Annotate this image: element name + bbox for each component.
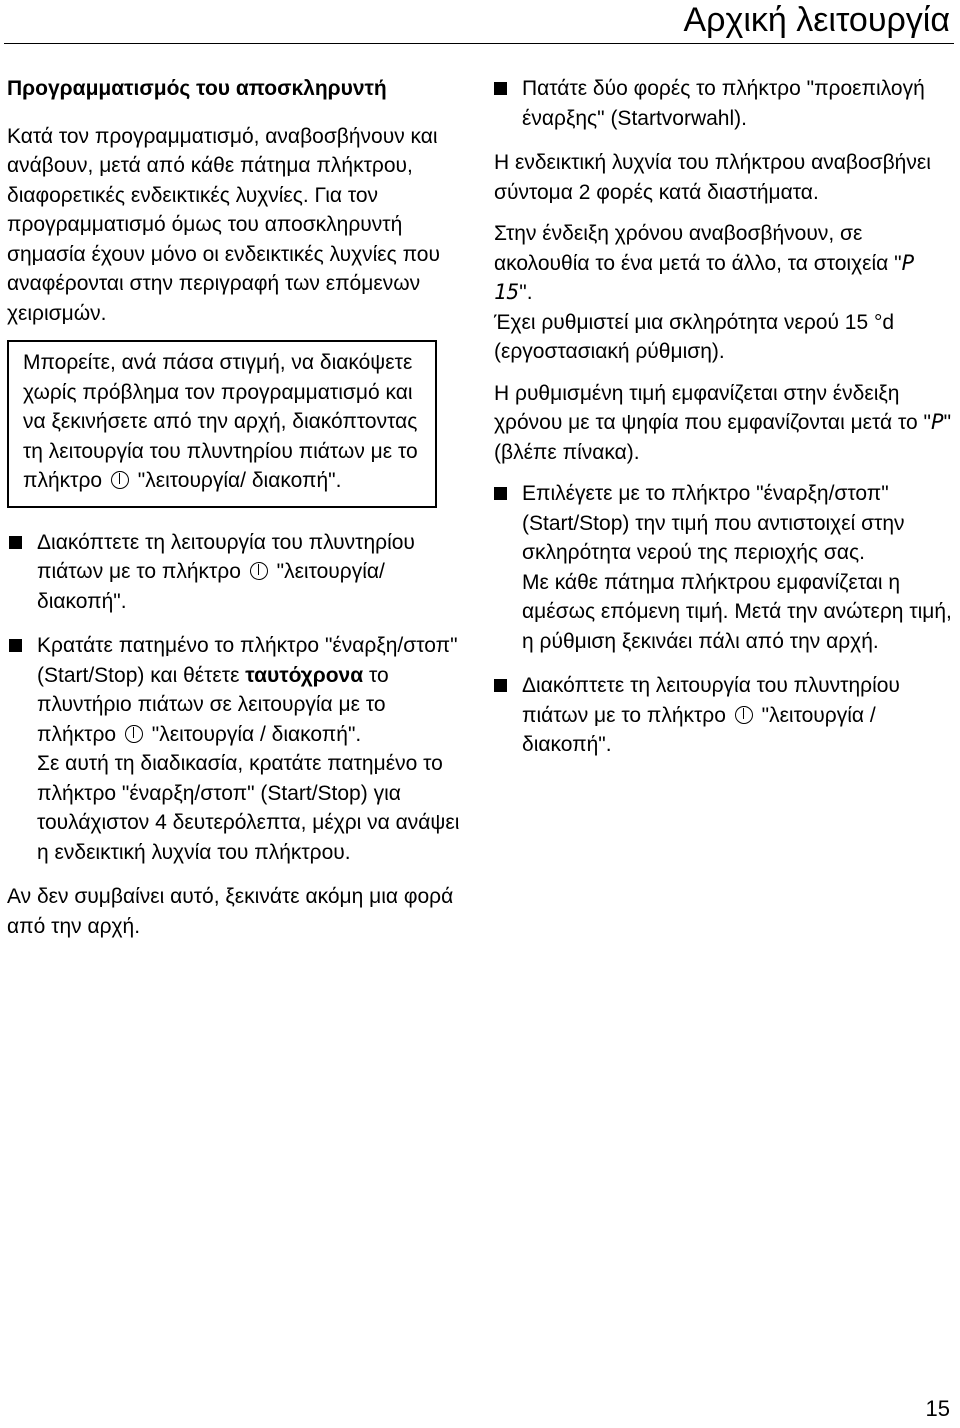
step-switch-off [7, 528, 462, 617]
display-text: Στην ένδειξη χρόνου αναβοσβήνουν, σε ακολουθία το ένα μετά το άλλο, τα στοιχεία " [494, 222, 902, 275]
notice-text: Μπορείτε, ανά πάσα στιγμή, να διακόψετε χωρίς πρόβλημα τον προγραμματισμό και να ξεκινήσετε από την αρχή, διακόπτοντας τη λειτουργία του πλυντηρίου πιάτων με το πλήκτρο [23, 351, 418, 492]
step-select-value [494, 479, 954, 656]
left-column [7, 74, 462, 941]
square-bullet-icon [494, 487, 507, 500]
step-switch-off-final [494, 671, 954, 760]
page-number: 15 [925, 1396, 950, 1421]
step-text: Επιλέγετε με το πλήκτρο "έναρξη/στοπ" (Start/Stop) την τιμή που αντιστοιχεί στην σκληρότητα νερού της περιοχής σας. [522, 482, 905, 564]
display-text-end: ". [519, 281, 533, 304]
step-text: Διακόπτετε τη λειτουργία του πλυντηρίου πιάτων με το πλήκτρο [522, 674, 900, 727]
square-bullet-icon [494, 679, 507, 692]
step-key-label: "λειτουργία / διακοπή". [522, 703, 876, 756]
step-text: Διακόπτετε τη λειτουργία του πλυντηρίου πιάτων με το πλήκτρο [37, 530, 415, 583]
display-paragraph [494, 219, 954, 367]
display-readout: P 15 [494, 250, 915, 304]
factory-setting-text: Έχει ρυθμιστεί μια σκληρότητα νερού 15 °d (εργοστασιακή ρύθμιση). [494, 310, 895, 363]
header-rule [4, 43, 954, 44]
intro-paragraph: Κατά τον προγραμματισμό, αναβοσβήνουν και ανάβουν, μετά από κάθε πάτημα πλήκτρου, διαφορετικές ενδεικτικές λυχνίες. Για τον προγραμματισμό όμως του αποσκληρυντή σημασία έχουν μόνο οι ενδεικτικές λυχνίες που αναφέρονται στην περιγραφή των επόμενων χειρισμών. [7, 124, 440, 325]
notice-box [7, 340, 437, 508]
power-key-icon [111, 471, 129, 489]
indicator-paragraph: Η ενδεικτική λυχνία του πλήκτρου αναβοσβήνει σύντομα 2 φορές κατά διαστήματα. [494, 151, 931, 204]
square-bullet-icon [494, 82, 507, 95]
display-p: P [930, 410, 944, 434]
square-bullet-icon [9, 536, 22, 549]
section-heading: Προγραμματισμός του αποσκληρυντή [7, 77, 387, 100]
step-text-cont: το πλυντήριο πιάτων σε λειτουργία με το πλήκτρο [37, 663, 389, 746]
step-text: Πατάτε δύο φορές το πλήκτρο "προεπιλογή έναρξης" (Startvorwahl). [522, 77, 925, 130]
value-paragraph [494, 379, 954, 468]
value-text: Η ρυθμισμένη τιμή εμφανίζεται στην ένδειξη χρόνου με τα ψηφία που εμφανίζονται μετά το " [494, 381, 931, 434]
step-hold-start [7, 631, 462, 867]
page-title: Αρχική λειτουργία [683, 1, 950, 39]
outro-paragraph: Αν δεν συμβαίνει αυτό, ξεκινάτε ακόμη μια φορά από την αρχή. [7, 885, 454, 938]
emphasis-simultaneously: ταυτόχρονα [245, 663, 364, 687]
notice-key-label: "λειτουργία/ διακοπή". [137, 469, 342, 492]
step-note: Με κάθε πάτημα πλήκτρου εμφανίζεται η αμέσως επόμενη τιμή. Μετά την ανώτερη τιμή, η ρύθμιση ξεκινάει πάλι από την αρχή. [522, 570, 952, 653]
step-key-label: "λειτουργία / διακοπή". [151, 722, 362, 746]
step-press-twice [494, 74, 954, 133]
step-note: Σε αυτή τη διαδικασία, κρατάτε πατημένο το πλήκτρο "έναρξη/στοπ" (Start/Stop) για τουλάχιστον 4 δευτερόλεπτα, μέχρι να ανάψει η ενδεικτική λυχνία του πλήκτρου. [37, 752, 460, 864]
right-column [494, 74, 954, 775]
value-text-end: " (βλέπε πίνακα). [494, 411, 952, 464]
power-key-icon [735, 706, 753, 724]
page-header [0, 0, 960, 52]
power-key-icon [125, 725, 143, 743]
step-key-label: "λειτουργία/ διακοπή". [37, 560, 385, 613]
power-key-icon [250, 562, 268, 580]
square-bullet-icon [9, 639, 22, 652]
step-text: Κρατάτε πατημένο το πλήκτρο "έναρξη/στοπ" (Start/Stop) και θέτετε [37, 634, 458, 687]
